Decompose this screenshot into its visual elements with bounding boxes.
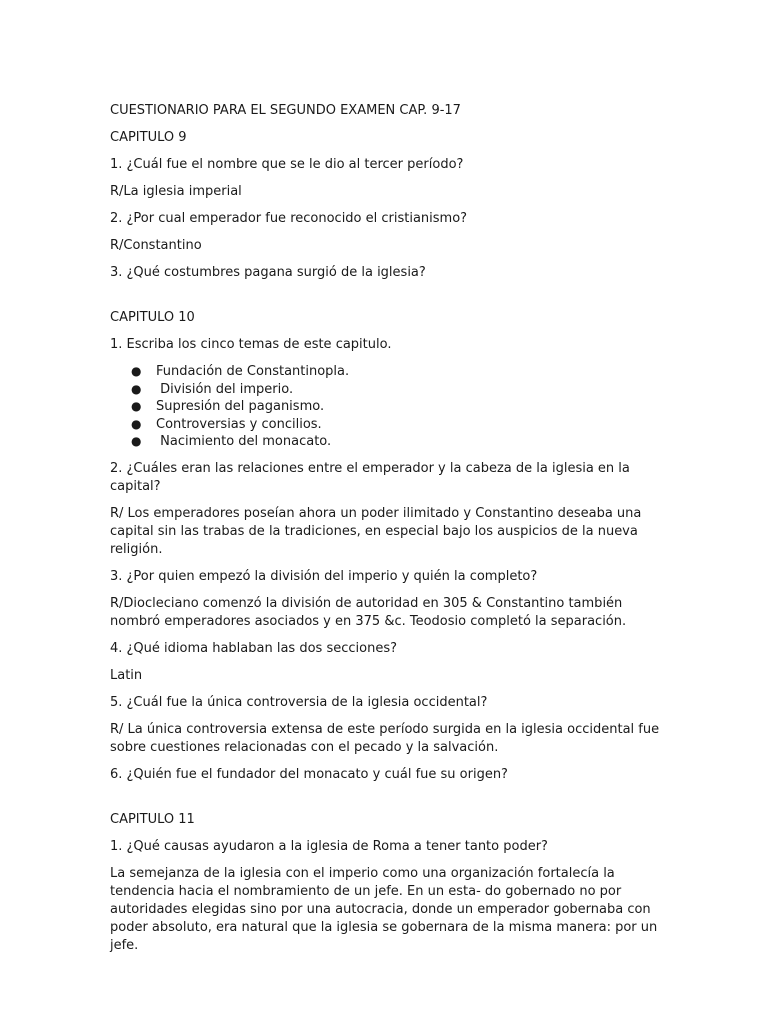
bullet-icon: ● — [131, 364, 142, 378]
chapter-9-heading: CAPITULO 9 — [110, 130, 187, 145]
list-item: ● Nacimiento del monacato. — [131, 434, 332, 449]
ch10-question-4: 4. ¿Qué idioma hablaban las dos secciones? — [110, 640, 397, 656]
ch11-answer-1: La semejanza de la iglesia con el imperio como una organización fortalecía la tendencia hacia el nombramiento de un jefe. En un esta- do gobernado no por autoridades elegidas sino por una autocracia, donde un emperador gobernaba con poder absoluto, era natural que la iglesia se gobernara de la misma manera: por un jefe. — [110, 865, 658, 953]
ch9-answer-2: R/Constantino — [110, 238, 202, 253]
document-title: CUESTIONARIO PARA EL SEGUNDO EXAMEN CAP. 9-17 — [110, 103, 461, 118]
list-item: ● Fundación de Constantinopla. — [131, 364, 350, 379]
ch10-answer-5: R/ La única controversia extensa de este período surgida en la iglesia occidental fue sobre cuestiones relacionadas con el pecado y la salvación. — [110, 721, 660, 755]
ch10-answer-3: R/Diocleciano comenzó la división de autoridad en 305 & Constantino también nombró emperadores asociados y en 375 &c. Teodosio completó la separación. — [110, 595, 627, 629]
ch11-question-1: 1. ¿Qué causas ayudaron a la iglesia de Roma a tener tanto poder? — [110, 838, 548, 854]
ch10-question-1: 1. Escriba los cinco temas de este capitulo. — [110, 337, 392, 352]
list-item: ● Controversias y concilios. — [131, 416, 322, 432]
list-item: ● División del imperio. — [131, 381, 294, 397]
ch9-question-2: 2. ¿Por cual emperador fue reconocido el cristianismo? — [110, 211, 468, 226]
ch10-question-6: 6. ¿Quién fue el fundador del monacato y cuál fue su origen? — [110, 766, 508, 782]
bullet-icon: ● — [131, 381, 142, 396]
bullet-icon: ● — [131, 399, 142, 413]
ch9-question-3: 3. ¿Qué costumbres pagana surgió de la iglesia? — [110, 265, 426, 280]
chapter-10-heading: CAPITULO 10 — [110, 310, 195, 325]
ch10-question-2: 2. ¿Cuáles eran las relaciones entre el emperador y la cabeza de la iglesia en la capital? — [110, 460, 630, 494]
ch10-question-3: 3. ¿Por quien empezó la división del imperio y quién la completo? — [110, 568, 538, 584]
ch10-answer-2: R/ Los emperadores poseían ahora un poder ilimitado y Constantino deseaba una capital sin las trabas de la tradiciones, en especial bajo los auspicios de la nueva religión. — [110, 505, 642, 557]
ch9-answer-1: R/La iglesia imperial — [110, 184, 242, 199]
ch10-answer-4: Latin — [110, 667, 143, 683]
list-item: ● Supresión del paganismo. — [131, 399, 325, 414]
bullet-icon: ● — [131, 434, 142, 448]
bullet-icon: ● — [131, 416, 142, 431]
ch10-topics-list — [110, 363, 668, 451]
ch9-question-1: 1. ¿Cuál fue el nombre que se le dio al tercer período? — [110, 157, 464, 172]
chapter-11-heading: CAPITULO 11 — [110, 811, 195, 827]
ch10-question-5: 5. ¿Cuál fue la única controversia de la iglesia occidental? — [110, 694, 488, 710]
